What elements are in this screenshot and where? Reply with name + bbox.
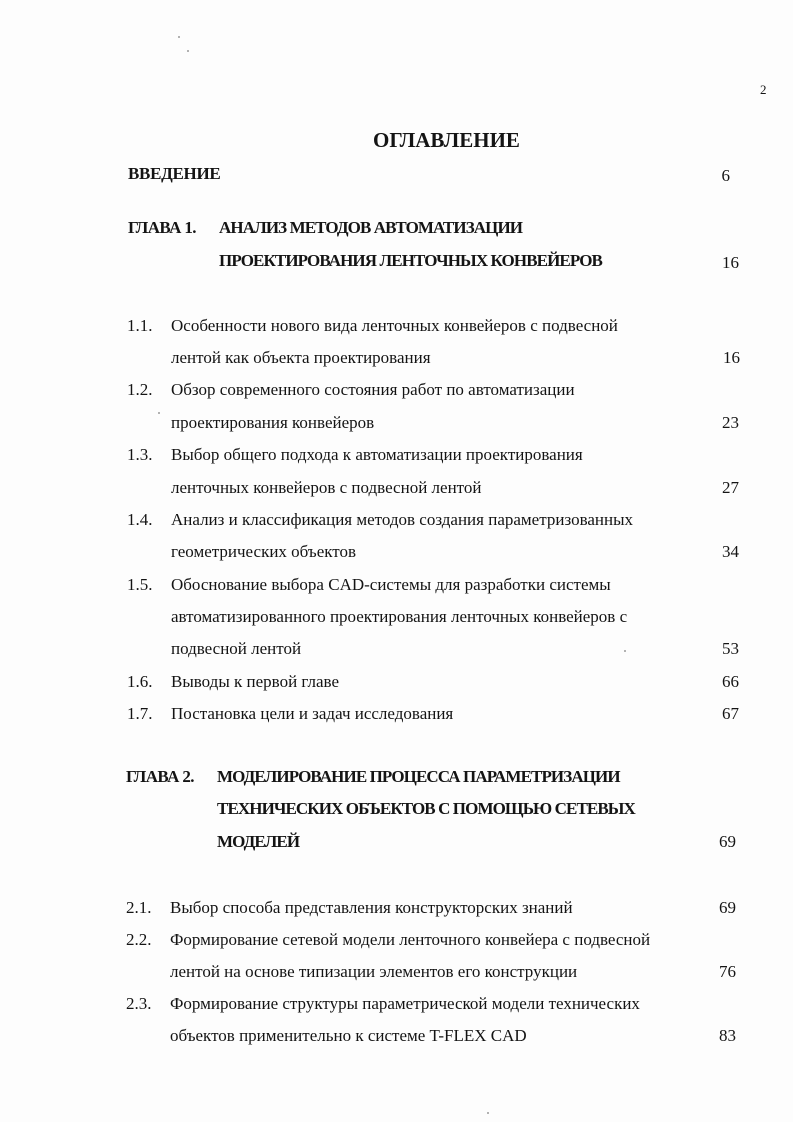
scan-speck [158,412,160,414]
scan-speck [178,36,180,38]
section-number: 1.4. [127,510,153,529]
chapter-1-title-line[interactable]: АНАЛИЗ МЕТОДОВ АВТОМАТИЗАЦИИ [219,218,523,237]
section-title-line[interactable]: Формирование структуры параметрической модели технических [170,994,640,1013]
chapter-2-label: ГЛАВА 2. [126,767,194,786]
page-number: 2 [760,82,767,97]
section-page: 76 [719,962,736,981]
section-page: 16 [723,348,740,367]
section-title-line[interactable]: объектов применительно к системе T-FLEX CAD [170,1026,527,1045]
section-number: 1.5. [127,575,153,594]
section-page: 67 [722,704,739,723]
chapter-2-page: 69 [719,832,736,851]
section-number: 1.7. [127,704,153,723]
section-page: 69 [719,898,736,917]
section-title-line[interactable]: Формирование сетевой модели ленточного конвейера с подвесной [170,930,651,949]
section-number: 2.1. [126,898,152,917]
section-title-line[interactable]: автоматизированного проектирования ленточных конвейеров с [171,607,628,626]
section-number: 1.3. [127,445,153,464]
section-title-line[interactable]: Обоснование выбора CAD-системы для разработки системы [171,575,611,594]
toc-title: ОГЛАВЛЕНИЕ [373,128,520,152]
section-page: 53 [722,639,739,658]
section-number: 1.1. [127,316,153,335]
toc-introduction[interactable]: ВВЕДЕНИЕ [128,164,221,183]
section-number: 2.3. [126,994,152,1013]
section-title-line[interactable]: Выводы к первой главе [171,672,340,691]
section-page: 34 [722,542,739,561]
section-title-line[interactable]: лентой как объекта проектирования [171,348,431,367]
scan-speck [624,650,626,652]
section-title-line[interactable]: геометрических объектов [171,542,357,561]
section-title-line[interactable]: Обзор современного состояния работ по автоматизации [171,380,575,399]
section-title-line[interactable]: Выбор общего подхода к автоматизации проектирования [171,445,583,464]
section-title-line[interactable]: проектирования конвейеров [171,413,375,432]
section-title-line[interactable]: Выбор способа представления конструкторских знаний [170,898,573,917]
section-page: 23 [722,413,739,432]
scan-speck [187,50,189,52]
section-title-line[interactable]: подвесной лентой [171,639,302,658]
chapter-2-title-line[interactable]: ТЕХНИЧЕСКИХ ОБЪЕКТОВ С ПОМОЩЬЮ СЕТЕВЫХ [217,799,635,818]
section-number: 2.2. [126,930,152,949]
chapter-1-title-line[interactable]: ПРОЕКТИРОВАНИЯ ЛЕНТОЧНЫХ КОНВЕЙЕРОВ [219,251,602,270]
chapter-1-label: ГЛАВА 1. [128,218,196,237]
section-title-line[interactable]: лентой на основе типизации элементов его конструкции [170,962,578,981]
section-number: 1.6. [127,672,153,691]
section-title-line[interactable]: Анализ и классификация методов создания параметризованных [171,510,634,529]
section-number: 1.2. [127,380,153,399]
chapter-1-page: 16 [722,253,739,272]
chapter-2-title-line[interactable]: МОДЕЛИРОВАНИЕ ПРОЦЕССА ПАРАМЕТРИЗАЦИИ [217,767,620,786]
scan-speck [487,1112,489,1114]
section-page: 83 [719,1026,736,1045]
toc-introduction-page: 6 [721,166,730,185]
section-title-line[interactable]: Постановка цели и задач исследования [171,704,454,723]
section-title-line[interactable]: ленточных конвейеров с подвесной лентой [171,478,482,497]
chapter-2-title-line[interactable]: МОДЕЛЕЙ [217,832,300,851]
section-title-line[interactable]: Особенности нового вида ленточных конвейеров с подвесной [171,316,618,335]
section-page: 27 [722,478,739,497]
section-page: 66 [722,672,739,691]
